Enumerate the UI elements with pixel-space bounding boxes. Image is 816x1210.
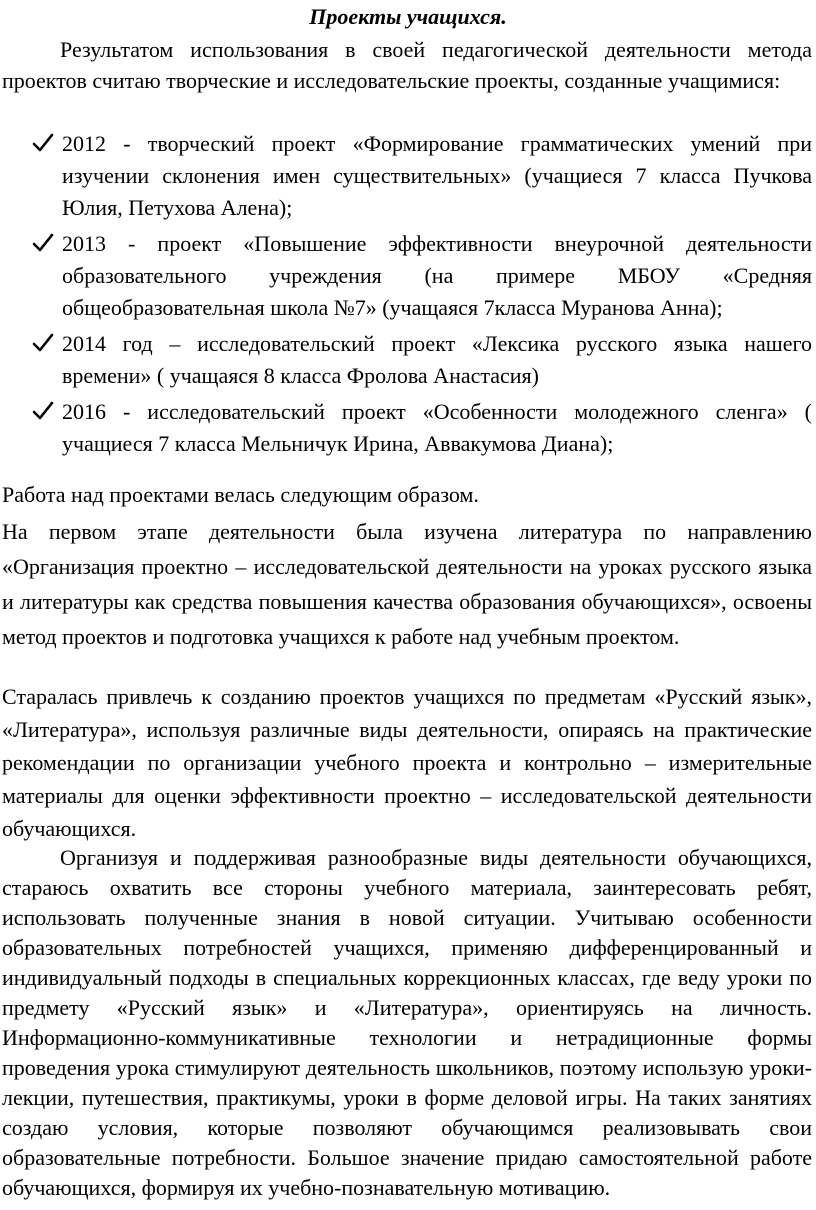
checkmark-icon bbox=[32, 332, 54, 354]
list-item bbox=[0, 396, 816, 460]
list-item bbox=[0, 228, 816, 324]
project-text: 2013 - проект «Повышение эффективности внеурочной деятельности образовательного учреждения (на примере МБОУ «Средняя общеобразовательная школа №7» (учащаяся 7класса Муранова Анна); bbox=[62, 231, 812, 320]
projects-list bbox=[0, 128, 816, 464]
list-item bbox=[0, 328, 816, 392]
stage-one-paragraph: На первом этапе деятельности была изучена литература по направлению «Организация проектно – исследовательской деятельности на уроках русского языка и литературы как средства повышения качества образования обучающихся», освоены метод проектов и подготовка учащихся к работе над учебным проектом. bbox=[2, 519, 812, 649]
attraction-paragraph: Старалась привлечь к созданию проектов учащихся по предметам «Русский язык», «Литература», используя различные виды деятельности, опираясь на практические рекомендации по организации учебного проекта и контрольно – измерительные материалы для оценки эффективности проектно – исследовательской деятельности обучающихся. bbox=[2, 684, 812, 841]
list-item bbox=[0, 128, 816, 224]
checkmark-icon bbox=[32, 232, 54, 254]
organizing-paragraph: Организуя и поддерживая разнообразные виды деятельности обучающихся, стараюсь охватить все стороны учебного материала, заинтересовать ребят, использовать полученные знания в новой ситуации. Учитываю особенности образовательных потребностей учащихся, применяю дифференцированный и индивидуальный подходы в специальных коррекционных классах, где веду уроки по предмету «Русский язык» и «Литература», ориентируясь на личность. Информационно-коммуникативные технологии и нетрадиционные формы проведения урока стимулируют деятельность школьников, поэтому использую уроки-лекции, путешествия, практикумы, уроки в форме деловой игры. На таких занятиях создаю условия, которые позволяют обучающимся реализовывать свои образовательные потребности. Большое значение придаю самостоятельной работе обучающихся, формируя их учебно-познавательную мотивацию. bbox=[2, 845, 812, 1200]
project-text: 2012 - творческий проект «Формирование грамматических умений при изучении склонения имен существительных» (учащиеся 7 класса Пучкова Юлия, Петухова Алена); bbox=[62, 131, 812, 220]
project-text: 2014 год – исследовательский проект «Лексика русского языка нашего времени» ( учащаяся 8 класса Фролова Анастасия) bbox=[62, 331, 812, 388]
checkmark-icon bbox=[32, 132, 54, 154]
project-text: 2016 - исследовательский проект «Особенности молодежного сленга» ( учащиеся 7 класса Мельничук Ирина, Аввакумова Диана); bbox=[62, 399, 812, 456]
page-title: Проекты учащихся. bbox=[309, 4, 507, 29]
intro-paragraph: Результатом использования в своей педагогической деятельности метода проектов считаю творческие и исследовательские проекты, созданные учащимися: bbox=[2, 37, 812, 93]
work-intro-paragraph: Работа над проектами велась следующим образом. bbox=[2, 482, 479, 507]
checkmark-icon bbox=[32, 400, 54, 422]
